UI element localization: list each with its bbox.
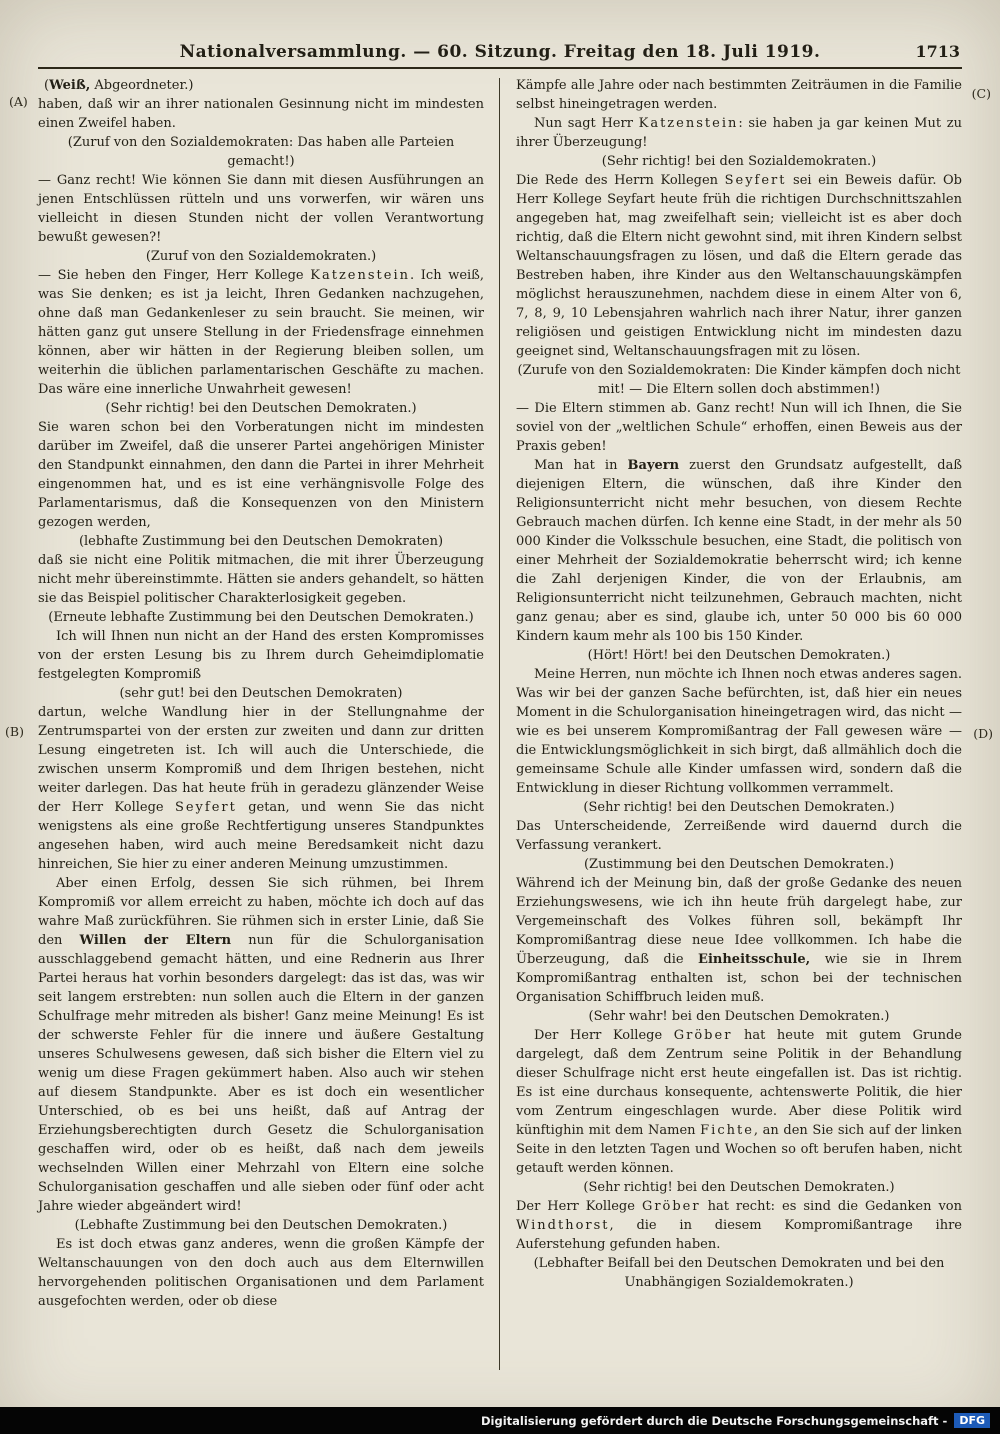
page-title: Nationalversammlung. — 60. Sitzung. Freitag den 18. Juli 1919. — [179, 42, 821, 62]
text-run: ( — [44, 78, 50, 93]
stage-direction — [38, 1216, 484, 1235]
text-run: Kämpfe alle Jahre oder nach bestimmten Zeiträumen in die Familie selbst hineingetragen werden. — [516, 78, 962, 112]
stage-direction — [516, 152, 962, 171]
text-run: (Erneute lebhafte Zustimmung bei den Deutschen Demokraten.) — [48, 610, 474, 625]
text-run: Während ich der Meinung bin, daß der große Gedanke des neuen Erziehungswesens, wie ich ihn heute früh dargelegt habe, zur Vergemeinschaft des Volkes führen soll, bekämpft Ihr Kompromißantrag diese neue Idee vollkommen. Ich habe die Überzeugung, daß die — [516, 876, 962, 967]
text-run: Abgeordneter.) — [90, 78, 194, 93]
text-run: Der Herr Kollege — [516, 1199, 642, 1214]
stage-direction — [38, 608, 484, 627]
text-run: hat recht: es sind die Gedanken von — [700, 1199, 962, 1214]
stage-direction — [38, 684, 484, 703]
stage-direction — [516, 1178, 962, 1197]
speech-paragraph — [38, 1235, 484, 1311]
text-run: (Hört! Hört! bei den Deutschen Demokraten.) — [587, 648, 891, 663]
speech-paragraph — [38, 703, 484, 874]
speech-paragraph — [516, 399, 962, 456]
speech-paragraph — [38, 874, 484, 1216]
text-run: (sehr gut! bei den Deutschen Demokraten) — [119, 686, 403, 701]
text-run: Der Herr Kollege — [534, 1028, 674, 1043]
header-rule — [38, 67, 962, 69]
text-run: Einheitsschule, — [698, 952, 811, 967]
speech-paragraph — [516, 114, 962, 152]
stage-direction — [38, 399, 484, 418]
text-run: : sie haben ja gar keinen Mut zu ihrer Überzeugung! — [516, 116, 962, 150]
digitization-footer-bar — [0, 1407, 1000, 1434]
text-run: (Lebhafte Zustimmung bei den Deutschen Demokraten.) — [74, 1218, 448, 1233]
text-run: (Zuruf von den Sozialdemokraten: Das haben alle Parteien gemacht!) — [67, 135, 455, 169]
stage-direction — [38, 133, 484, 171]
text-run: getan, und wenn Sie das nicht wenigstens als eine große Rechtfertigung unseres Standpunktes angesehen haben, wird auch meine Beredsamkeit nicht dazu hinreichen, Sie hier zu einer anderen Meinung umzustimmen. — [38, 800, 484, 872]
text-run: (Sehr richtig! bei den Deutschen Demokraten.) — [105, 401, 417, 416]
text-run: Seyfert — [174, 800, 237, 815]
text-run: Gröber — [641, 1199, 701, 1214]
text-run: Man hat in — [534, 458, 628, 473]
text-run: Willen der Eltern — [79, 933, 232, 948]
speech-paragraph — [516, 1197, 962, 1254]
speech-paragraph — [516, 874, 962, 1007]
stage-direction — [516, 646, 962, 665]
text-run: (Zuruf von den Sozialdemokraten.) — [145, 249, 377, 264]
text-run: Bayern — [627, 458, 680, 473]
margin-marker-b: (B) — [5, 724, 24, 739]
stage-direction — [516, 798, 962, 817]
text-run: Sie waren schon bei den Vorberatungen nicht im mindesten darüber im Zweifel, daß die unserer Partei angehörigen Minister den Standpunkt einnahmen, den dann die Partei in ihrer Mehrheit eingenommen hat, und es ist eine verhängnisvolle Folge des Parlamentarismus, daß die Konsequenzen von den Ministern gezogen werden, — [38, 420, 484, 530]
text-run: dartun, welche Wandlung hier in der Stellungnahme der Zentrumspartei von der ersten zur zweiten und dann zur dritten Lesung eingetreten ist. Ich will auch die Unterschiede, die zwischen unserm Kompromiß und dem Ihrigen bestehen, nicht weiter darlegen. Das hat heute früh in geradezu glänzender Weise der Herr Kollege — [38, 705, 484, 815]
text-run: Weiß, — [49, 78, 91, 93]
right-column — [516, 76, 962, 1292]
text-run: (Lebhafter Beifall bei den Deutschen Demokraten und bei den Unabhängigen Sozialdemokraten.) — [533, 1256, 945, 1290]
speech-paragraph — [38, 418, 484, 532]
text-run: hat heute mit gutem Grunde dargelegt, daß dem Zentrum seine Politik in der Behandlung dieser Schulfrage nicht erst heute eingefallen ist. Das ist richtig. Es ist eine durchaus konsequente, achtenswerte Politik, die hier vom Zentrum eingeschlagen wurde. Aber diese Politik wird künftighin mit dem Namen — [516, 1028, 963, 1138]
speech-paragraph — [38, 266, 484, 399]
text-run: Nun sagt Herr — [534, 116, 639, 131]
margin-marker-a: (A) — [9, 94, 28, 109]
text-run: , die in diesem Kompromißantrage ihre Auferstehung gefunden haben. — [516, 1218, 962, 1252]
speech-paragraph — [38, 551, 484, 608]
text-run: Das Unterscheidende, Zerreißende wird dauernd durch die Verfassung verankert. — [516, 819, 962, 853]
text-run: (Sehr wahr! bei den Deutschen Demokraten.) — [588, 1009, 890, 1024]
digitization-credit: Digitalisierung gefördert durch die Deutsche Forschungsgemeinschaft - — [480, 1413, 948, 1428]
text-run: , an den Sie sich auf der linken Seite in den letzten Tagen und Wochen so oft berufen haben, nicht getauft werden können. — [516, 1123, 962, 1176]
text-run: (Zurufe von den Sozialdemokraten: Die Kinder kämpfen doch nicht mit! — Die Eltern sollen doch abstimmen!) — [517, 363, 961, 397]
text-run: nun für die Schulorganisation ausschlaggebend gemacht hätten, und eine Rednerin aus Ihrer Partei heraus hat vorhin besonders dargelegt: das ist das, was wir seit langem erstrebten: nun sollen auch die Eltern in der ganzen Schulfrage mehr mitreden als bisher! Ganz meine Meinung! Es ist der schwerste Fehler für die innere und äußere Gestaltung unseres Schulwesens gewesen, daß sich bisher die Eltern viel zu wenig um diese Fragen gekümmert haben. Also auch wir stehen auf diesem Standpunkte. Aber es ist doch ein wesentlicher Unterschied, ob es bei uns heißt, daß auf Antrag der Erziehungsberechtigten durch Gesetz die Schulorganisation geschaffen wird, oder ob es heißt, daß nach dem jeweils wechselnden Willen einer Mehrzahl von Eltern eine solche Schulorganisation geschaffen und alle sieben oder fünf oder acht Jahre wieder abgeändert wird! — [38, 933, 484, 1214]
text-run: Gröber — [673, 1028, 733, 1043]
text-run: — Sie heben den Finger, Herr Kollege — [38, 268, 311, 283]
stage-direction — [516, 1254, 962, 1292]
speech-paragraph — [38, 627, 484, 684]
text-run: Seyfert — [724, 173, 787, 188]
speech-paragraph — [516, 817, 962, 855]
column-divider — [499, 78, 500, 1370]
text-run: Fichte — [700, 1123, 754, 1138]
text-run: — Ganz recht! Wie können Sie dann mit diesen Ausführungen an jenen Entschlüssen rütteln und uns vorwerfen, wir wären uns vielleicht in diesen Stunden nicht der vollen Verantwortung bewußt gewesen?! — [38, 173, 484, 245]
text-run: Katzenstein — [638, 116, 739, 131]
stage-direction — [38, 247, 484, 266]
speech-paragraph — [516, 665, 962, 798]
text-run: (Zustimmung bei den Deutschen Demokraten.) — [583, 857, 895, 872]
text-run: Katzenstein — [310, 268, 410, 283]
speech-paragraph — [38, 171, 484, 247]
stage-direction — [516, 361, 962, 399]
text-run: (lebhafte Zustimmung bei den Deutschen Demokraten) — [78, 534, 444, 549]
speech-paragraph — [516, 171, 962, 361]
speech-paragraph — [38, 95, 484, 133]
text-run: . Ich weiß, was Sie denken; es ist ja leicht, Ihren Gedanken nachzugehen, ohne daß man Gedankenleser zu sein braucht. Sie meinen, wir hätten ganz gut unsere Stellung in der Friedensfrage einnehmen können, aber wir hätten in der Regierung bleiben sollen, um weiterhin die üblichen parlamentarischen Geschäfte zu machen. Das wäre eine innerliche Unwahrheit gewesen! — [38, 268, 485, 397]
text-run: Es ist doch etwas ganz anderes, wenn die großen Kämpfe der Weltanschauungen von den doch auch aus dem Elternwillen hervorgehenden politischen Organisationen und dem Parlament ausgefochten werden, oder ob diese — [38, 1237, 484, 1309]
text-run: daß sie nicht eine Politik mitmachen, die mit ihrer Überzeugung nicht mehr übereinstimmte. Hätten sie anders gehandelt, so hätten sie das Beispiel politischer Charakterlosigkeit gegeben. — [38, 553, 484, 606]
stage-direction — [516, 855, 962, 874]
text-run: Windthorst — [516, 1218, 610, 1233]
margin-marker-c: (C) — [971, 86, 991, 101]
margin-marker-d: (D) — [973, 726, 993, 741]
speech-paragraph — [516, 76, 962, 114]
speaker-note — [38, 76, 484, 95]
stage-direction — [516, 1007, 962, 1026]
speech-paragraph — [516, 1026, 962, 1178]
text-run: Die Rede des Herrn Kollegen — [516, 173, 725, 188]
text-run: sei ein Beweis dafür. Ob Herr Kollege Seyfart heute früh die richtigen Durchschnittszahlen angegeben hat, mag zweifelhaft sein; vielleicht ist es aber doch richtig, daß die Eltern nicht gewohnt sind, mit ihren Kindern selbst Weltanschauungsfragen zu lösen, und daß die Eltern gerade das Bestreben haben, ihre Kinder aus den Weltanschauungskämpfen möglichst herauszunehmen, nachdem diese in einem Alter von 6, 7, 8, 9, 10 Lebensjahren wahrlich nach ihrer Natur, ihrer ganzen religiösen und geistigen Entwicklung nicht im mindesten dazu geeignet sind, Weltanschauungsfragen mit zu lösen. — [516, 173, 962, 359]
text-run: — Die Eltern stimmen ab. Ganz recht! Nun will ich Ihnen, die Sie soviel von der „weltlichen Schule“ erhoffen, einen Beweis aus der Praxis geben! — [516, 401, 962, 454]
speech-paragraph — [516, 456, 962, 646]
text-run: zuerst den Grundsatz aufgestellt, daß diejenigen Eltern, die wünschen, daß ihre Kinder den Religionsunterricht nicht mehr besuchen, von diesem Rechte Gebrauch machen dürfen. Ich kenne eine Stadt, in der mehr als 50 000 Kinder die Volksschule besuchen, eine Stadt, die politisch von einer Mehrheit der Sozialdemokratie beherrscht wird; ich kenne die Zahl derjenigen Kinder, die von der Erlaubnis, am Religionsunterricht nicht teilzunehmen, Gebrauch machten, nicht ganz genau; aber es sind, glaube ich, unter 50 000 bis 60 000 Kindern kaum mehr als 100 bis 150 Kinder. — [516, 458, 963, 644]
dfg-logo: DFG — [954, 1413, 990, 1428]
text-run: haben, daß wir an ihrer nationalen Gesinnung nicht im mindesten einen Zweifel haben. — [38, 97, 484, 131]
left-column — [38, 76, 484, 1311]
page-number: 1713 — [915, 42, 960, 61]
text-run: (Sehr richtig! bei den Deutschen Demokraten.) — [583, 1180, 895, 1195]
text-run: (Sehr richtig! bei den Sozialdemokraten.) — [601, 154, 877, 169]
text-run: Aber einen Erfolg, dessen Sie sich rühmen, bei Ihrem Kompromiß vor allem erreicht zu haben, möchte ich doch auf das wahre Maß zurückführen. Sie rühmen sich in erster Linie, daß Sie den — [38, 876, 484, 948]
text-run: Ich will Ihnen nun nicht an der Hand des ersten Kompromisses von der ersten Lesung bis zu Ihrem durch Geheimdiplomatie festgelegten Kompromiß — [38, 629, 484, 682]
text-run: Meine Herren, nun möchte ich Ihnen noch etwas anderes sagen. Was wir bei der ganzen Sache befürchten, ist, daß hier ein neues Moment in die Schulorganisation hineingetragen wird, das nicht — wie es bei unserem Kompromißantrag der Fall gewesen wäre — die Entwicklungsmöglichkeit in sich birgt, daß allmählich doch die gemeinsame Schule alle Kinder umfassen wird, sondern daß die Entwicklung in dieser Richtung vollkommen verrammelt. — [516, 667, 962, 796]
text-run: (Sehr richtig! bei den Deutschen Demokraten.) — [583, 800, 895, 815]
stage-direction — [38, 532, 484, 551]
text-run: wie sie in Ihrem Kompromißantrag enthalten ist, schon bei der technischen Organisation Schiffbruch leiden muß. — [516, 952, 962, 1005]
text-columns — [38, 76, 962, 1394]
